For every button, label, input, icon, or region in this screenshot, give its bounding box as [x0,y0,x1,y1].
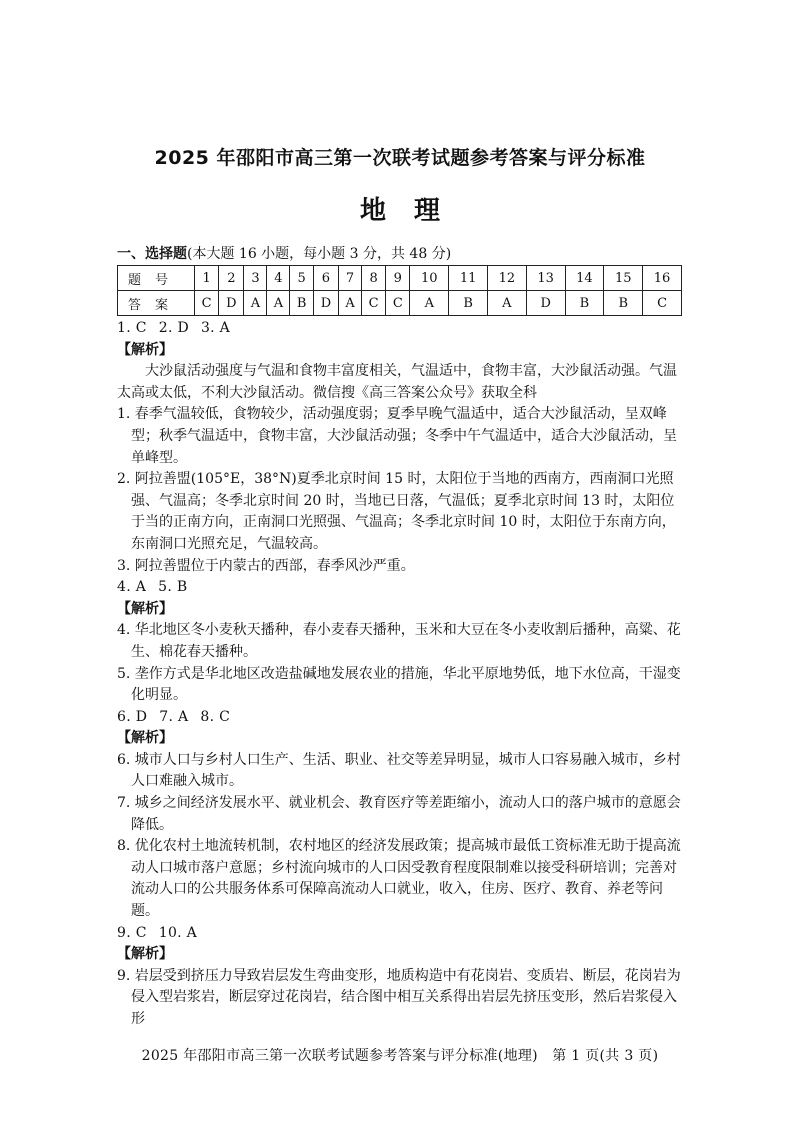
answer-cell: D [313,291,338,316]
question-number-row [118,266,682,291]
page-footer: 2025 年邵阳市高三第一次联考试题参考答案与评分标准(地理) 第 1 页(共 3 页) [141,1048,659,1064]
question-number-cell: 11 [449,266,488,291]
explanations [117,318,687,1031]
question-number-cell: 16 [643,266,682,291]
analysis-label: 【解析】 [117,341,173,358]
answer-summary-line [117,318,687,340]
question-number-cell: 6 [313,266,338,291]
analysis-intro: 大沙鼠活动强度与气温和食物丰富度相关，气温适中，食物丰富，大沙鼠活动强。气温太高或太低，不利大沙鼠活动。微信搜《高三答案公众号》获取全科 [117,363,677,401]
analysis-item: 6. 城市人口与乡村人口生产、生活、职业、社交等差异明显，城市人口容易融入城市，乡村人口难融入城市。 [117,751,681,790]
answer-summary: 3. A [200,320,231,336]
analysis-item: 7. 城乡之间经济发展水平、就业机会、教育医疗等差距缩小，流动人口的落户城市的意愿会降低。 [117,795,681,833]
question-number-cell: 10 [410,266,449,291]
section-title: 一、选择题 [117,246,187,262]
answer-summary: 9. C [117,924,147,941]
answer-cell: A [339,291,362,316]
answer-cell: A [487,291,526,316]
section-heading [117,243,451,263]
question-number-cell: 8 [362,266,386,291]
answer-summary-line [117,923,687,945]
answer-cell: A [267,291,290,316]
answer-cell: C [195,291,219,316]
answer-summary: 5. B [158,579,188,596]
question-number-cell: 12 [487,266,526,291]
answer-cell: C [362,291,386,316]
answer-cell: B [290,291,313,316]
question-number-cell: 14 [565,266,604,291]
answer-cell: A [244,291,267,316]
analysis-item: 3. 阿拉善盟位于内蒙古的西部，春季风沙严重。 [117,557,415,574]
answer-table [117,265,682,316]
question-number-cell: 3 [244,266,267,291]
question-number-cell: 1 [195,266,219,291]
answer-cell: B [604,291,643,316]
answer-cell: B [449,291,488,316]
row-label-question: 题号 [118,266,195,291]
answer-cell: D [526,291,565,316]
analysis-item: 8. 优化农村土地流转机制，农村地区的经济发展政策；提高城市最低工资标准无助于提高流动人口城市落户意愿；乡村流向城市的人口因受教育程度限制难以接受科研培训；完善对流动人口的公共服务体系可保障高流动人口就业，收入，住房、医疗、教育、养老等问题。 [117,838,681,920]
answer-summary: 2. D [158,320,189,336]
answer-summary: 6. D [117,708,148,725]
question-number-cell: 5 [290,266,313,291]
answer-row [118,291,682,316]
question-number-cell: 13 [526,266,565,291]
analysis-item: 4. 华北地区冬小麦秋天播种，春小麦春天播种，玉米和大豆在冬小麦收割后播种，高粱、花生、棉花春天播种。 [117,622,681,660]
answer-cell: D [219,291,244,316]
row-label-answer: 答案 [118,291,195,316]
answer-summary: 8. C [200,708,231,725]
analysis-label: 【解析】 [117,730,173,747]
analysis-label: 【解析】 [117,946,173,963]
answer-cell: C [643,291,682,316]
answer-summary-line [117,707,687,729]
answer-cell: B [565,291,604,316]
analysis-item: 9. 岩层受到挤压力导致岩层发生弯曲变形，地质构造中有花岗岩、变质岩、断层，花岗岩为侵入型岩浆岩，断层穿过花岗岩，结合图中相互关系得出岩层先挤压变形，然后岩浆侵入形 [117,967,681,1027]
answer-summary: 7. A [159,708,189,725]
question-number-cell: 7 [339,266,362,291]
answer-summary: 10. A [158,924,198,941]
analysis-item: 1. 春季气温较低，食物较少，活动强度弱；夏季早晚气温适中，适合大沙鼠活动，呈双峰型；秋季气温适中，食物丰富，大沙鼠活动强；冬季中午气温适中，适合大沙鼠活动，呈单峰型。 [117,406,677,466]
question-number-cell: 4 [267,266,290,291]
section-note: (本大题 16 小题，每小题 3 分，共 48 分) [187,246,452,262]
analysis-item: 2. 阿拉善盟(105°E，38°N)夏季北京时间 15 时，太阳位于当地的西南方，西南洞口光照强、气温高；冬季北京时间 20 时，当地已日落，气温低；夏季北京时间 13 时，太阳位于当的正南方向，正南洞口光照强、气温高；冬季北京时间 10 时，太阳位于东南方向，东南洞口光照充足，气温较高。 [117,471,676,552]
answer-cell: A [410,291,449,316]
question-number-cell: 15 [604,266,643,291]
answer-summary-line [117,577,687,599]
analysis-item: 5. 垄作方式是华北地区改造盐碱地发展农业的措施，华北平原地势低，地下水位高，干湿变化明显。 [117,665,681,704]
page-title: 2025 年邵阳市高三第一次联考试题参考答案与评分标准 [154,147,646,169]
question-number-cell: 2 [219,266,244,291]
answer-cell: C [386,291,410,316]
analysis-label: 【解析】 [117,600,173,617]
question-number-cell: 9 [386,266,410,291]
answer-summary: 1. C [117,320,147,336]
subject-title: 地理 [359,196,468,226]
answer-summary: 4. A [117,579,147,596]
